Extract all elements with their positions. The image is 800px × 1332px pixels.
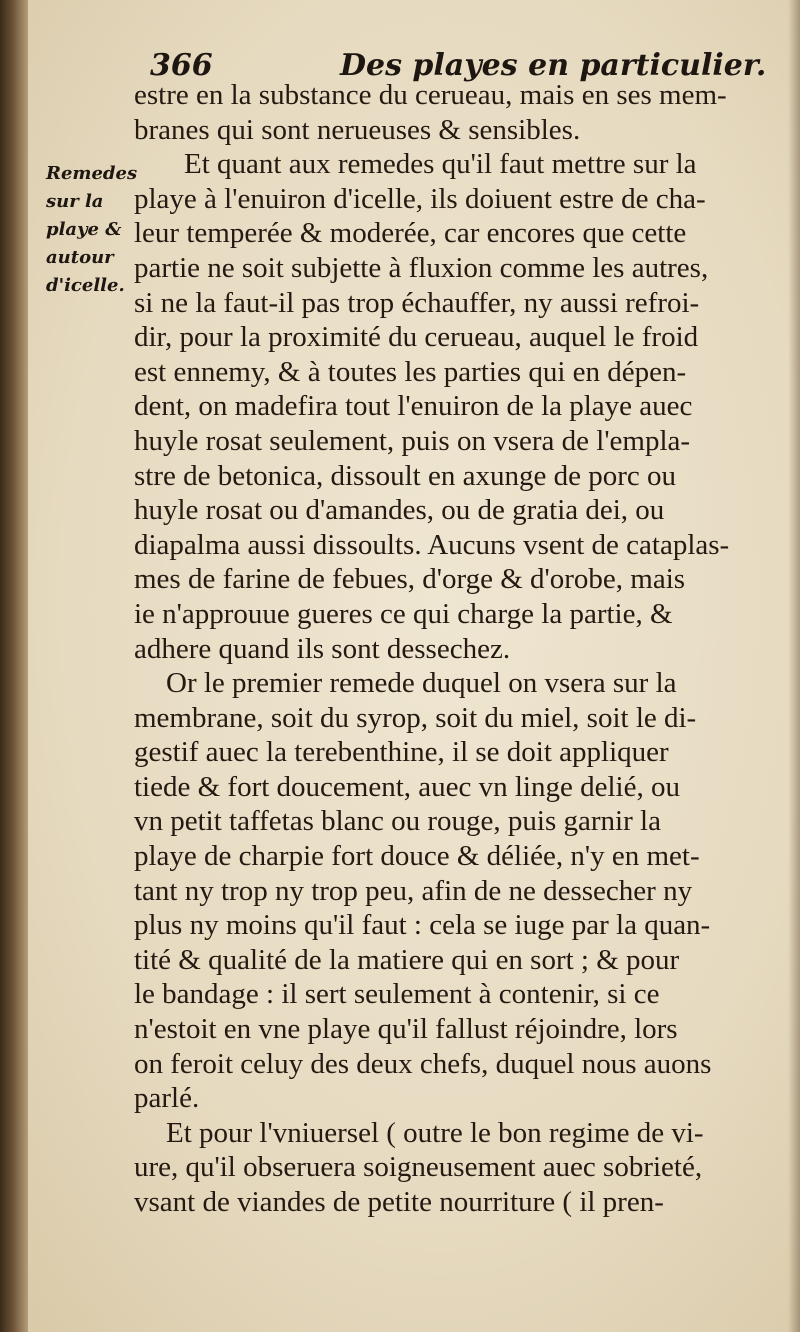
book-binding (0, 0, 28, 1332)
text-line: Or le premier remede duquel on vsera sur la (166, 667, 677, 700)
text-line: stre de betonica, dissoult en axunge de porc ou (134, 459, 676, 492)
text-line: dent, on madefira tout l'enuiron de la playe auec (134, 390, 693, 423)
text-line: membrane, soit du syrop, soit du miel, soit le di- (134, 701, 697, 734)
text-line: tité & qualité de la matiere qui en sort ; & pour (134, 943, 680, 976)
text-line: le bandage : il sert seulement à contenir, si ce (134, 978, 660, 1011)
text-line: leur temperée & moderée, car encores que cette (134, 217, 687, 250)
text-line: plus ny moins qu'il faut : cela se iuge par la quan- (134, 909, 711, 942)
text-line: ie n'approuue gueres ce qui charge la partie, & (134, 597, 673, 630)
text-line: playe à l'enuiron d'icelle, ils doiuent estre de cha- (134, 182, 706, 215)
margin-note-line: autour (46, 247, 114, 268)
text-line: huyle rosat seulement, puis on vsera de l'empla- (134, 424, 691, 457)
text-line: dir, pour la proximité du cerueau, auquel le froid (134, 321, 699, 354)
text-line: gestif auec la terebenthine, il se doit appliquer (134, 736, 669, 769)
text-line: diapalma aussi dissoults. Aucuns vsent de cataplas- (134, 528, 730, 561)
text-line: estre en la substance du cerueau, mais en ses mem- (134, 79, 727, 111)
body-text (134, 78, 784, 1220)
running-head: Des playes en particulier. (340, 48, 767, 83)
text-line: Et quant aux remedes qu'il faut mettre sur la (184, 148, 697, 181)
text-line: adhere quand ils sont dessechez. (134, 632, 511, 665)
text-line: huyle rosat ou d'amandes, ou de gratia dei, ou (134, 494, 665, 527)
text-line: vsant de viandes de petite nourriture ( il pren- (134, 1186, 664, 1218)
text-line: n'estoit en vne playe qu'il fallust réjoindre, lors (134, 1013, 678, 1046)
text-line: on feroit celuy des deux chefs, duquel nous auons (134, 1047, 712, 1080)
margin-note-line: playe & (46, 219, 122, 240)
text-line: branes qui sont nerueuses & sensibles. (134, 113, 581, 146)
page-edge-shadow (788, 0, 800, 1332)
margin-note (46, 160, 142, 300)
margin-note-line: d'icelle. (46, 275, 125, 296)
text-line: mes de farine de febues, d'orge & d'orobe, mais (134, 563, 686, 596)
text-line: ure, qu'il obseruera soigneusement auec sobrieté, (134, 1151, 703, 1184)
text-line: tant ny trop ny trop peu, afin de ne dessecher ny (134, 874, 693, 907)
text-line: partie ne soit subjette à fluxion comme les autres, (134, 251, 709, 284)
page-number: 366 (150, 48, 213, 83)
text-line: Et pour l'vniuersel ( outre le bon regime de vi- (166, 1116, 704, 1149)
text-line: est ennemy, & à toutes les parties qui en dépen- (134, 355, 687, 388)
margin-note-line: Remedes (46, 163, 138, 184)
text-line: tiede & fort doucement, auec vn linge delié, ou (134, 770, 680, 803)
text-line: si ne la faut-il pas trop échauffer, ny aussi refroi- (134, 286, 700, 319)
text-line: parlé. (134, 1082, 200, 1115)
text-line: vn petit taffetas blanc ou rouge, puis garnir la (134, 805, 661, 838)
margin-note-line: sur la (46, 191, 104, 212)
text-line: playe de charpie fort douce & déliée, n'y en met- (134, 840, 700, 873)
